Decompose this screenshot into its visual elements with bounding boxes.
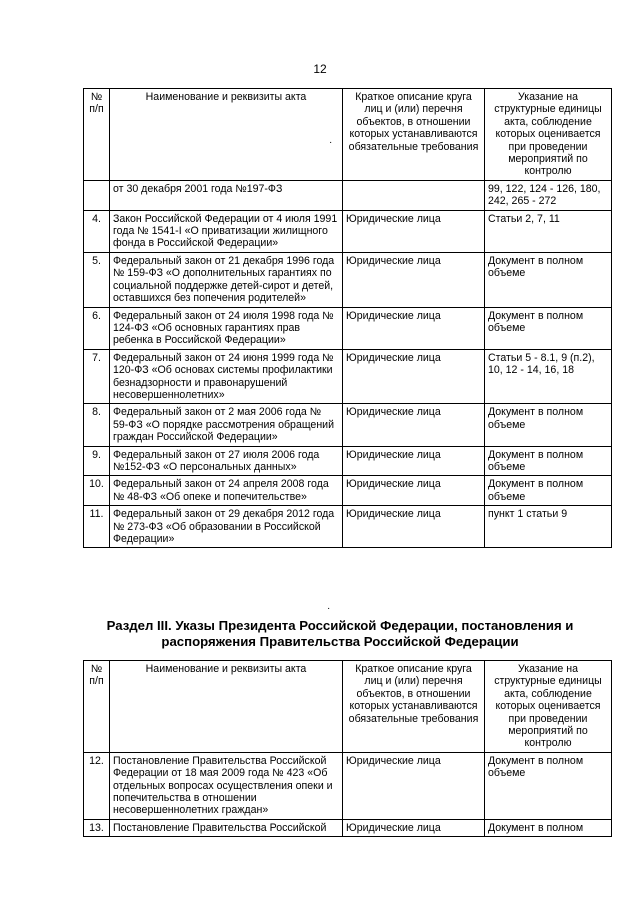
row-number: 13. <box>84 819 110 836</box>
row-act-name: от 30 декабря 2001 года №197-ФЗ <box>110 180 343 210</box>
table-row <box>84 252 612 307</box>
page-number: 12 <box>313 62 327 76</box>
row-description: Юридические лица <box>343 404 485 446</box>
row-scope: Документ в полном объеме <box>485 404 612 446</box>
row-number: 7. <box>84 349 110 404</box>
col-header-number: № п/п <box>84 89 110 181</box>
row-act-name: Федеральный закон от 29 декабря 2012 года № 273-ФЗ «Об образовании в Российской Федерации» <box>110 506 343 548</box>
row-number: 4. <box>84 210 110 252</box>
row-act-name: Федеральный закон от 2 мая 2006 года № 59-ФЗ «О порядке рассмотрения обращений граждан Российской Федерации» <box>110 404 343 446</box>
table-row <box>84 476 612 506</box>
row-description: Юридические лица <box>343 349 485 404</box>
acts-table-section-3 <box>83 660 612 837</box>
table-header-row <box>84 661 612 753</box>
row-description: Юридические лица <box>343 252 485 307</box>
row-scope: Документ в полном объеме <box>485 752 612 819</box>
table-row <box>84 210 612 252</box>
row-scope: Статьи 2, 7, 11 <box>485 210 612 252</box>
row-act-name: Федеральный закон от 24 июля 1998 года № 124-ФЗ «Об основных гарантиях прав ребенка в Российской Федерации» <box>110 307 343 349</box>
row-scope: Документ в полном объеме <box>485 446 612 476</box>
col-header-number: № п/п <box>84 661 110 753</box>
table-row <box>84 752 612 819</box>
row-number: 9. <box>84 446 110 476</box>
table-row <box>84 349 612 404</box>
row-description: Юридические лица <box>343 506 485 548</box>
col-header-description: Краткое описание круга лиц и (или) перечня объектов, в отношении которых устанавливаются обязательные требования <box>343 661 485 753</box>
col-header-act-name: Наименование и реквизиты акта <box>110 661 343 753</box>
row-number: 11. <box>84 506 110 548</box>
row-scope: Статьи 5 - 8.1, 9 (п.2), 10, 12 - 14, 16, 18 <box>485 349 612 404</box>
row-scope: Документ в полном <box>485 819 612 836</box>
table-row <box>84 506 612 548</box>
row-act-name: Федеральный закон от 24 апреля 2008 года № 48-ФЗ «Об опеке и попечительстве» <box>110 476 343 506</box>
col-header-scope: Указание на структурные единицы акта, соблюдение которых оценивается при проведении мероприятий по контролю <box>485 89 612 181</box>
row-description: Юридические лица <box>343 752 485 819</box>
acts-table-section-2 <box>83 88 612 548</box>
table-row <box>84 819 612 836</box>
row-act-name: Постановление Правительства Российской <box>110 819 343 836</box>
row-number: 5. <box>84 252 110 307</box>
table-header-row <box>84 89 612 181</box>
row-act-name: Федеральный закон от 24 июня 1999 года № 120-ФЗ «Об основах системы профилактики безнадзорности и правонарушений несовершеннолетних» <box>110 349 343 404</box>
row-description: Юридические лица <box>343 819 485 836</box>
scan-speck: · <box>327 603 331 614</box>
col-header-scope: Указание на структурные единицы акта, соблюдение которых оценивается при проведении мероприятий по контролю <box>485 661 612 753</box>
row-description: Юридические лица <box>343 210 485 252</box>
row-number: 10. <box>84 476 110 506</box>
row-description <box>343 180 485 210</box>
col-header-act-name: Наименование и реквизиты акта <box>110 89 343 181</box>
row-description: Юридические лица <box>343 307 485 349</box>
row-act-name: Федеральный закон от 21 декабря 1996 года № 159-ФЗ «О дополнительных гарантиях по социальной поддержке детей-сирот и детей, оставшихся без попечения родителей» <box>110 252 343 307</box>
row-scope: Документ в полном объеме <box>485 307 612 349</box>
table-row <box>84 307 612 349</box>
row-scope: пункт 1 статьи 9 <box>485 506 612 548</box>
scan-speck: · <box>329 137 333 148</box>
row-description: Юридические лица <box>343 476 485 506</box>
row-number: 8. <box>84 404 110 446</box>
row-scope: 99, 122, 124 - 126, 180, 242, 265 - 272 <box>485 180 612 210</box>
row-act-name: Закон Российской Федерации от 4 июля 1991 года № 1541-I «О приватизации жилищного фонда в Российской Федерации» <box>110 210 343 252</box>
table-row <box>84 404 612 446</box>
col-header-description: Краткое описание круга лиц и (или) перечня объектов, в отношении которых устанавливаются обязательные требования <box>343 89 485 181</box>
row-number: 6. <box>84 307 110 349</box>
table-row <box>84 446 612 476</box>
row-description: Юридические лица <box>343 446 485 476</box>
row-scope: Документ в полном объеме <box>485 476 612 506</box>
table-row <box>84 180 612 210</box>
section-heading: Раздел III. Указы Президента Российской Федерации, постановления и распоряжения Правительства Российской Федерации <box>106 618 574 649</box>
row-number <box>84 180 110 210</box>
row-act-name: Постановление Правительства Российской Федерации от 18 мая 2009 года № 423 «Об отдельных вопросах осуществления опеки и попечительства в отношении несовершеннолетних граждан» <box>110 752 343 819</box>
row-number: 12. <box>84 752 110 819</box>
row-act-name: Федеральный закон от 27 июля 2006 года №152-ФЗ «О персональных данных» <box>110 446 343 476</box>
row-scope: Документ в полном объеме <box>485 252 612 307</box>
